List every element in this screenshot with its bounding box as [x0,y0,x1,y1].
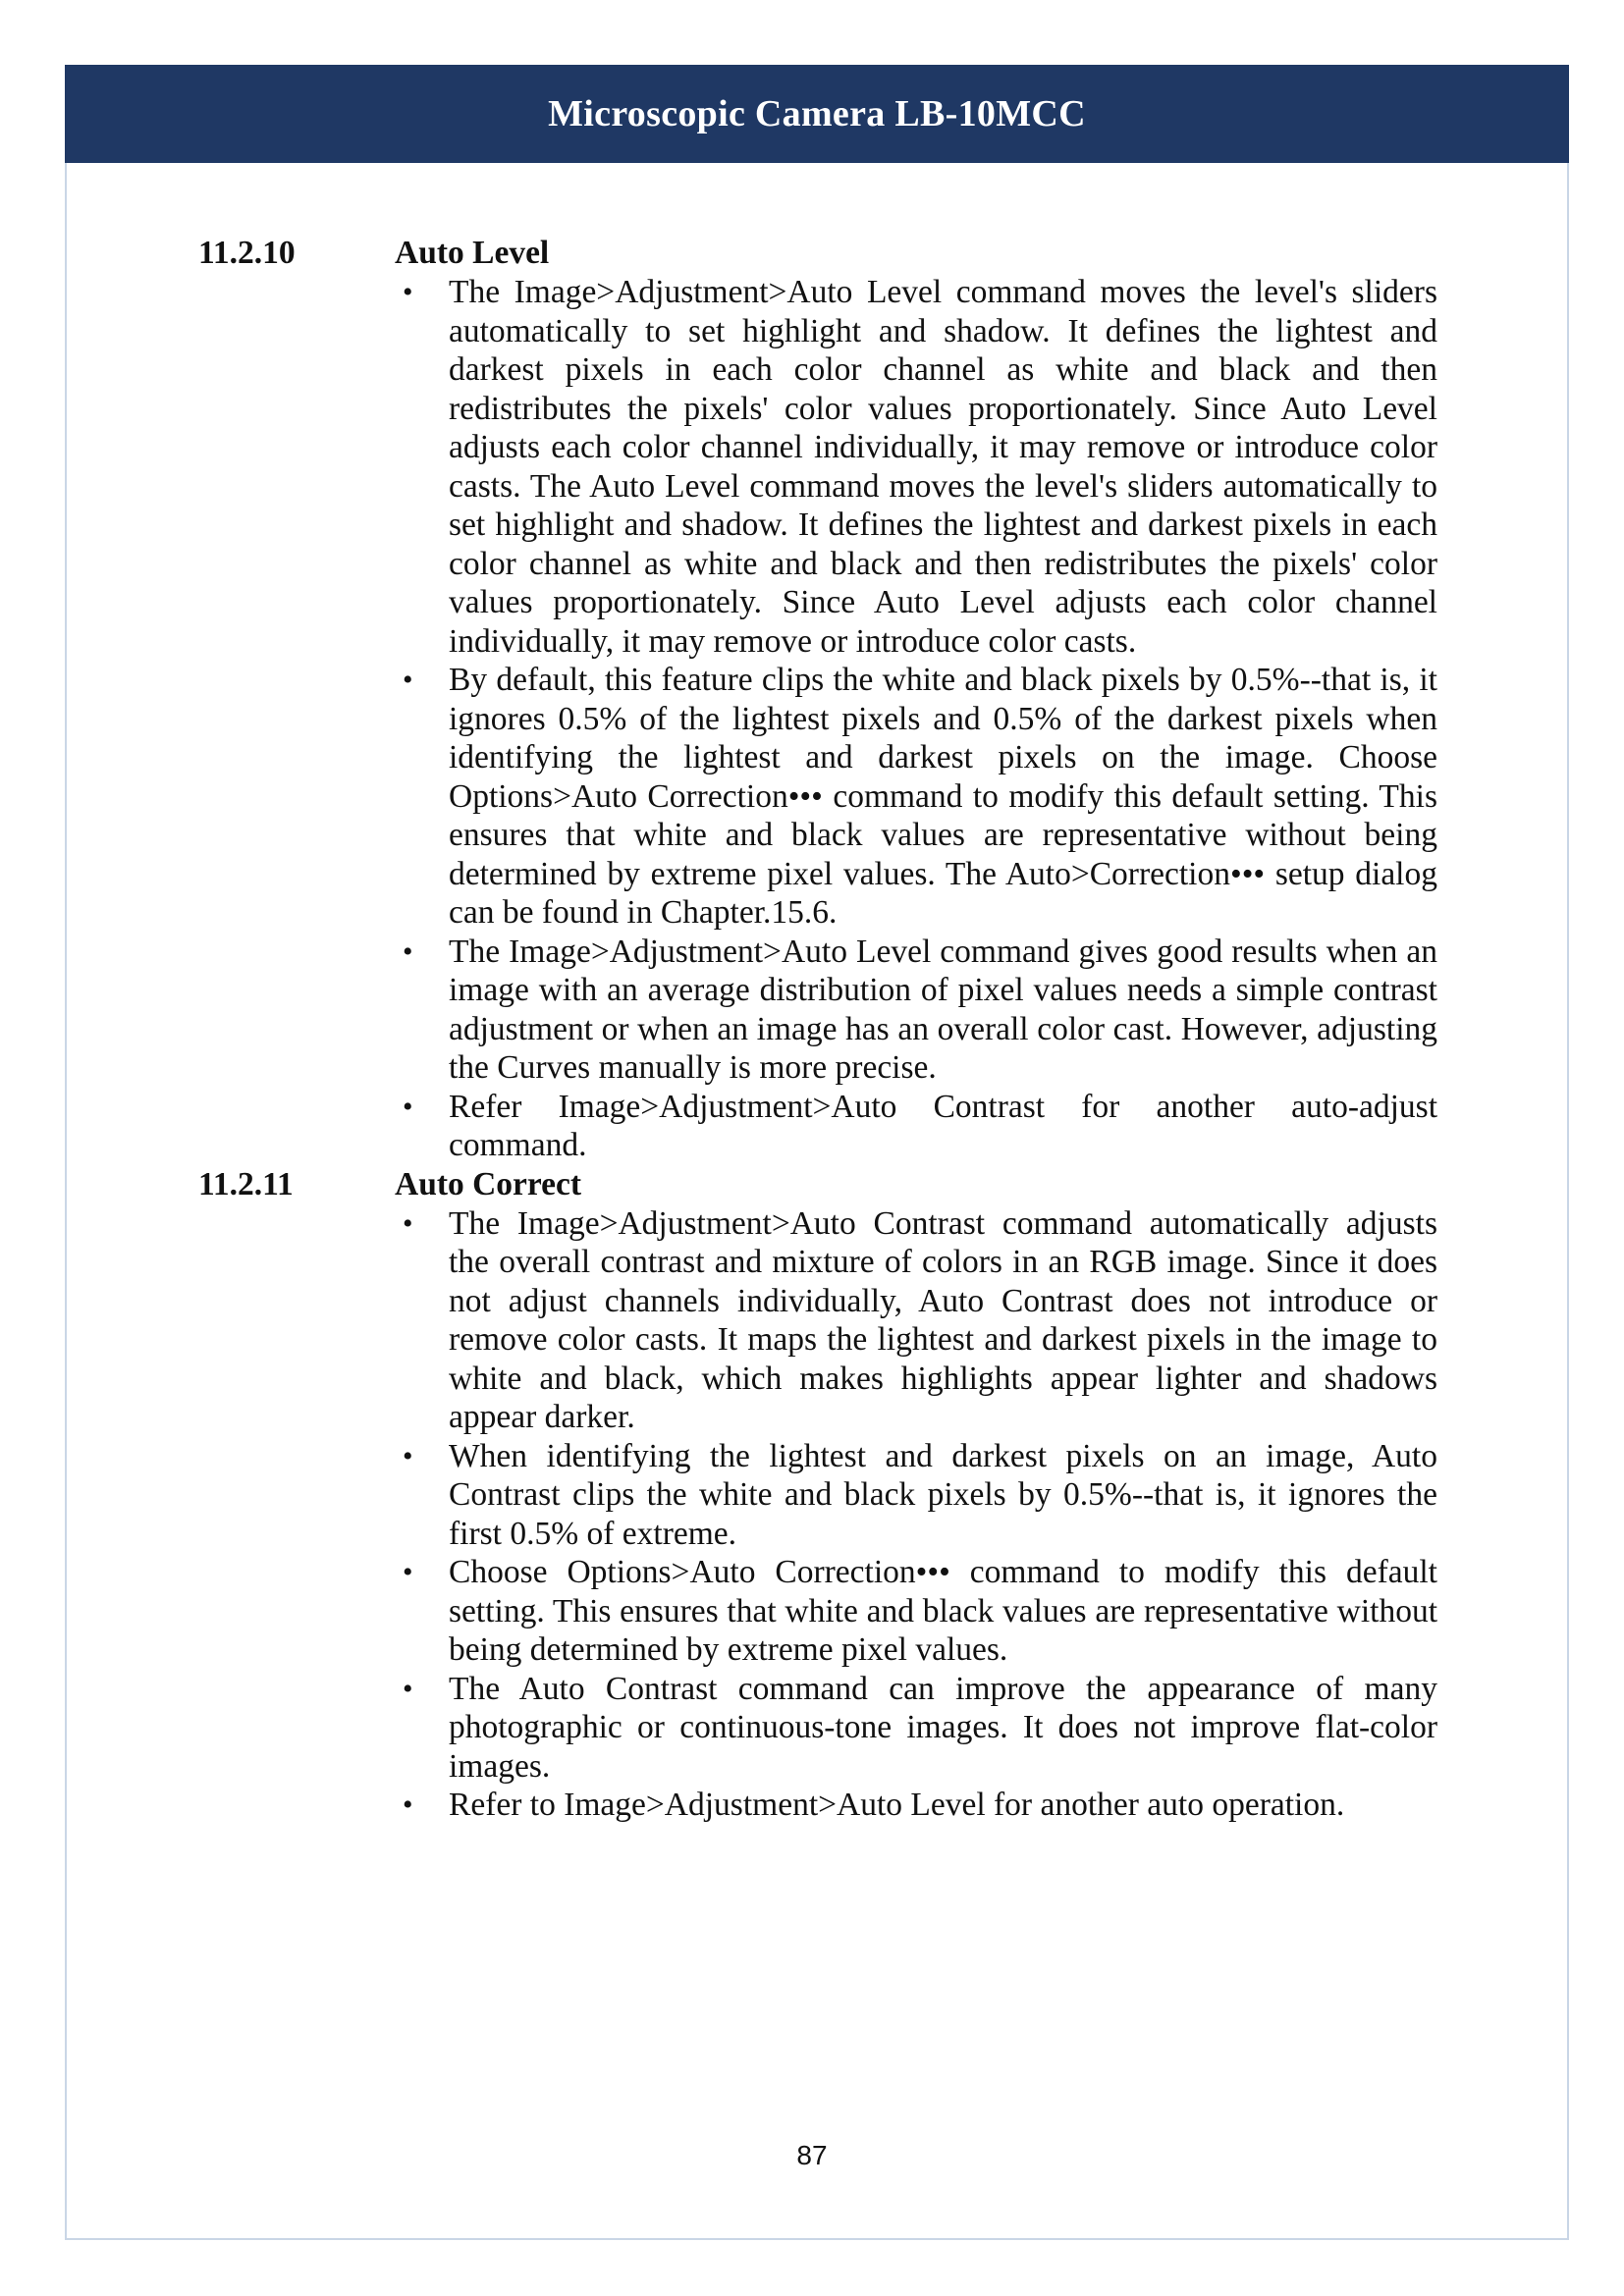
section-number: 11.2.11 [198,1165,294,1202]
bullet-icon: • [403,1672,413,1705]
bullet-icon: • [403,276,413,308]
list-item [395,1088,1437,1165]
list-item [395,933,1437,1088]
list-item [395,1204,1437,1437]
bullet-icon: • [403,664,413,696]
bullet-icon: • [403,1090,413,1123]
list-item-text: When identifying the lightest and darkest pixels on an image, Auto Contrast clips the white and black pixels by 0.5%--that is, it ignores the first 0.5% of extreme. [449,1437,1437,1552]
list-item [395,1670,1437,1787]
document-title: Microscopic Camera LB-10MCC [548,93,1086,134]
list-item-text: Refer Image>Adjustment>Auto Contrast for another auto-adjust command. [449,1088,1437,1163]
section-title: Auto Correct [395,1165,582,1202]
main-content [198,234,1437,1825]
list-item [395,1786,1437,1825]
list-item [395,1553,1437,1670]
bullet-icon: • [403,1206,413,1240]
bullet-icon: • [403,1439,413,1472]
list-item-text: The Image>Adjustment>Auto Level command gives good results when an image with an average distribution of pixel values needs a simple contrast adjustment or when an image has an overall color cast. However, adjusting the Curves manually is more precise. [449,933,1437,1086]
section-title: Auto Level [395,235,550,271]
section-auto-correct [198,1165,1437,1825]
list-item-text: By default, this feature clips the white and black pixels by 0.5%--that is, it ignores 0.5% of the lightest pixels and 0.5% of the darkest pixels when identifying the lightest and darkest pixels on the image. Choose Options>Auto Correction••• command to modify this default setting. This ensures that white and black values are representative without being determined by extreme pixel values. The Auto>Correction••• setup dialog can be found in Chapter.15.6. [449,662,1437,931]
section-heading [198,1165,1437,1204]
list-item [395,661,1437,933]
section-auto-level [198,234,1437,1165]
bullet-icon: • [403,1556,413,1588]
list-item-text: The Image>Adjustment>Auto Contrast command automatically adjusts the overall contrast and mixture of colors in an RGB image. Since it does not adjust channels individually, Auto Contrast does not introduce or remove color casts. It maps the lightest and darkest pixels in the image to white and black, which makes highlights appear lighter and shadows appear darker. [449,1204,1437,1435]
list-item-text: Choose Options>Auto Correction••• command to modify this default setting. This ensures that white and black values are representative without being determined by extreme pixel values. [449,1554,1437,1668]
list-item [395,273,1437,661]
header-bar [65,65,1569,163]
bullet-list [198,273,1437,1165]
list-item [395,1437,1437,1554]
list-item-text: The Image>Adjustment>Auto Level command moves the level's sliders automatically to set highlight and shadow. It defines the lightest and darkest pixels in each color channel as white and black and then redistributes the pixels' color values proportionately. Since Auto Level adjusts each color channel individually, it may remove or introduce color casts. The Auto Level command moves the level's sliders automatically to set highlight and shadow. It defines the lightest and darkest pixels in each color channel as white and black and then redistributes the pixels' color values proportionately. Since Auto Level adjusts each color channel individually, it may remove or introduce color casts. [449,274,1437,660]
page-number: 87 [796,2140,828,2170]
section-heading [198,234,1437,273]
list-item-text: The Auto Contrast command can improve the appearance of many photographic or continuous-tone images. It does not improve flat-color images. [449,1670,1437,1785]
section-number: 11.2.10 [198,235,296,271]
bullet-icon: • [403,1789,413,1821]
bullet-list [198,1204,1437,1825]
bullet-icon: • [403,934,413,968]
list-item-text: Refer to Image>Adjustment>Auto Level for another auto operation. [449,1787,1345,1823]
